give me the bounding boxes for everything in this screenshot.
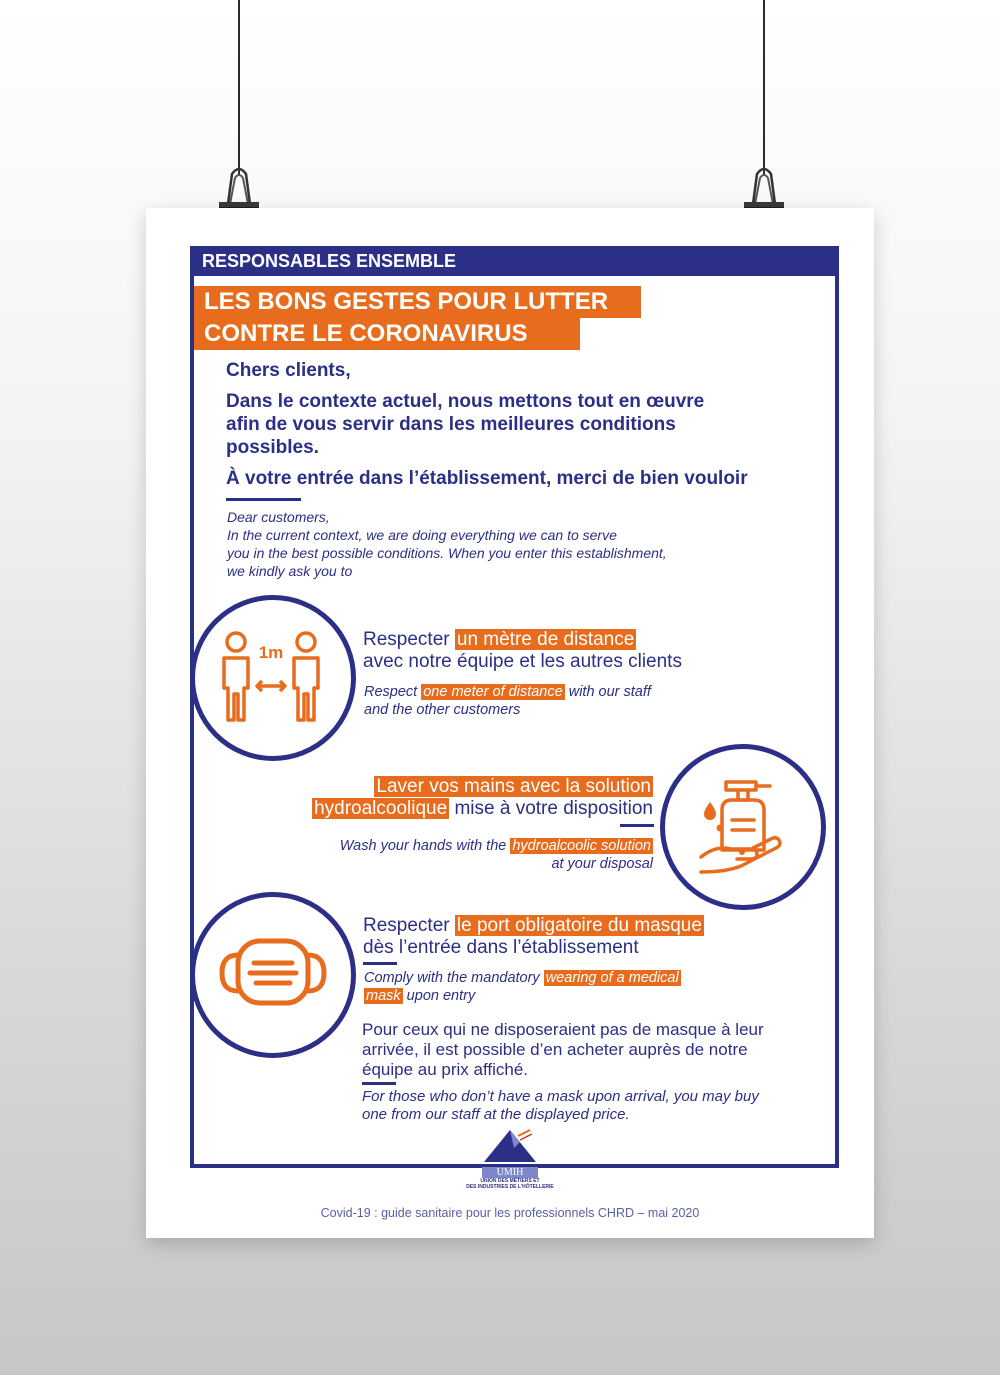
umih-tagline-1: UNION DES MÉTIERS ET	[480, 1178, 540, 1184]
hands-text-en	[278, 837, 653, 873]
umih-tagline-2: DES INDUSTRIES DE L’HÔTELLERIE	[466, 1184, 554, 1190]
intro-en-line-3: you in the best possible conditions. When you enter this establishment,	[227, 545, 667, 561]
hands-text-fr	[278, 776, 653, 820]
intro-line-1: Dans le contexte actuel, nous mettons tout en œuvre	[226, 391, 705, 412]
mask-note-en-line-2: one from our staff at the displayed price.	[362, 1106, 630, 1123]
umih-logo	[464, 1128, 556, 1206]
mask-note-en-line-1: For those who don’t have a mask upon arrival, you may buy	[362, 1088, 759, 1105]
mask-text-en	[364, 969, 681, 1005]
social-distance-icon	[216, 628, 328, 728]
distance-en-highlight: one meter of distance	[423, 684, 563, 700]
footer-caption: Covid-19 : guide sanitaire pour les professionnels CHRD – mai 2020	[320, 1206, 700, 1220]
mask-fr-line-2: dès l’entrée dans l’établissement	[363, 937, 639, 958]
hands-divider	[620, 824, 654, 827]
hands-fr-highlight-1: Laver vos mains avec la solution	[376, 776, 651, 797]
right-hanging-wire	[763, 0, 765, 175]
mask-text-fr	[363, 915, 704, 959]
mask-note-divider	[362, 1082, 396, 1085]
distance-en-line-1: Respect one meter of distance with our staff	[364, 684, 651, 700]
distance-fr-line-2: avec notre équipe et les autres clients	[363, 651, 682, 672]
mask-note-fr-line-1: Pour ceux qui ne disposeraient pas de masque à leur	[362, 1020, 764, 1039]
title-line-2: CONTRE LE CORONAVIRUS	[194, 318, 580, 350]
distance-fr-line-1: Respecter un mètre de distance	[363, 629, 635, 650]
intro-line-2: afin de vous servir dans les meilleures conditions	[226, 414, 676, 435]
umih-letters-row	[464, 1167, 556, 1178]
greeting: Chers clients,	[226, 360, 351, 381]
mask-note-fr	[362, 1020, 764, 1080]
hands-en-line-2: at your disposal	[551, 856, 653, 872]
mask-fr-highlight: le port obligatoire du masque	[456, 915, 702, 936]
distance-en-line-2: and the other customers	[364, 702, 521, 718]
umih-logo-icon	[480, 1128, 540, 1164]
mask-en-line-1: Comply with the mandatory wearing of a medical	[364, 970, 679, 986]
distance-text-fr	[363, 629, 682, 673]
header-bar: RESPONSABLES ENSEMBLE	[190, 246, 839, 276]
intro-request: À votre entrée dans l’établissement, merci de bien vouloir	[226, 468, 748, 489]
hands-en-line-1: Wash your hands with the hydroalcoolic solution	[339, 838, 651, 854]
left-hanging-wire	[238, 0, 240, 175]
intro-line-3: possibles.	[226, 437, 319, 458]
intro-english	[227, 508, 667, 580]
mask-note-fr-line-3: équipe au prix affiché.	[362, 1060, 529, 1079]
poster-title	[194, 286, 641, 350]
mask-en-highlight: wearing of a medical	[545, 970, 679, 986]
intro-en-line-1: Dear customers,	[227, 509, 330, 525]
mask-fr-line-1: Respecter le port obligatoire du masque	[363, 915, 702, 936]
mask-divider	[363, 962, 397, 965]
mask-en-highlight-2: mask	[366, 988, 401, 1004]
distance-icon-label: 1m	[258, 643, 284, 662]
title-line-1: LES BONS GESTES POUR LUTTER	[194, 286, 641, 318]
distance-text-en	[364, 683, 651, 719]
hands-fr-line-1	[278, 776, 653, 798]
intro-en-line-2: In the current context, we are doing everything we can to serve	[227, 527, 617, 543]
mask-note-en	[362, 1088, 759, 1124]
intro-en-line-4: we kindly ask you to	[227, 563, 353, 579]
hands-en-highlight: hydroalcoolic solution	[512, 838, 651, 854]
mask-en-line-2: mask upon entry	[366, 988, 476, 1004]
hands-fr-line-2: hydroalcoolique mise à votre disposition	[314, 798, 653, 819]
distance-fr-highlight: un mètre de distance	[456, 629, 635, 650]
mask-note-fr-line-2: arrivée, il est possible d’en acheter auprès de notre	[362, 1040, 748, 1059]
face-mask-icon	[216, 933, 330, 1015]
hands-fr-highlight-2: hydroalcoolique	[314, 798, 448, 819]
hand-sanitizer-icon	[696, 772, 796, 877]
intro-divider	[226, 498, 301, 501]
poster	[146, 208, 874, 1238]
intro-paragraph	[226, 390, 704, 459]
umih-letters: UMIH	[482, 1167, 538, 1178]
